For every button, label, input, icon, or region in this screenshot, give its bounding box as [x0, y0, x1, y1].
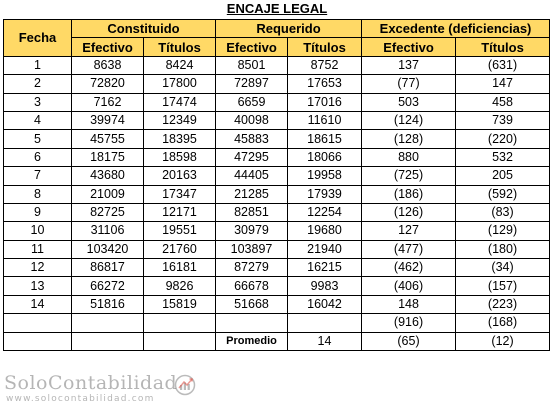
cell-constituido-titulos: 20163 [144, 167, 216, 185]
cell-excedente-titulos: 205 [456, 167, 550, 185]
watermark-logo [4, 372, 204, 406]
cell-constituido-titulos: 17474 [144, 93, 216, 111]
cell-excedente-efectivo: 503 [362, 93, 456, 111]
cell-requerido-efectivo: 66678 [216, 277, 288, 295]
header-excedente-efectivo: Efectivo [362, 38, 456, 56]
cell-requerido-efectivo: 6659 [216, 93, 288, 111]
promedio-empty-cell [144, 332, 216, 350]
cell-fecha: 9 [4, 203, 72, 221]
table-row [4, 75, 550, 93]
cell-excedente-titulos: 739 [456, 111, 550, 129]
table-row [4, 240, 550, 258]
cell-fecha: 10 [4, 222, 72, 240]
totals-empty-cell [4, 314, 72, 332]
cell-constituido-titulos: 15819 [144, 295, 216, 313]
cell-fecha: 13 [4, 277, 72, 295]
cell-requerido-titulos: 8752 [288, 56, 362, 74]
cell-fecha: 5 [4, 130, 72, 148]
cell-excedente-efectivo: (477) [362, 240, 456, 258]
cell-requerido-efectivo: 45883 [216, 130, 288, 148]
cell-requerido-titulos: 17939 [288, 185, 362, 203]
cell-constituido-efectivo: 66272 [72, 277, 144, 295]
totals-titulos: (168) [456, 314, 550, 332]
header-row-sub [4, 38, 550, 56]
cell-requerido-efectivo: 51668 [216, 295, 288, 313]
cell-requerido-efectivo: 47295 [216, 148, 288, 166]
header-requerido-efectivo: Efectivo [216, 38, 288, 56]
cell-requerido-titulos: 21940 [288, 240, 362, 258]
cell-excedente-titulos: (129) [456, 222, 550, 240]
cell-requerido-efectivo: 87279 [216, 259, 288, 277]
cell-constituido-titulos: 16181 [144, 259, 216, 277]
header-requerido-titulos: Títulos [288, 38, 362, 56]
cell-excedente-titulos: 147 [456, 75, 550, 93]
table-row [4, 130, 550, 148]
cell-excedente-efectivo: (725) [362, 167, 456, 185]
cell-constituido-efectivo: 82725 [72, 203, 144, 221]
cell-constituido-titulos: 21760 [144, 240, 216, 258]
cell-requerido-efectivo: 8501 [216, 56, 288, 74]
header-row-groups [4, 20, 550, 38]
cell-requerido-titulos: 18066 [288, 148, 362, 166]
totals-empty-cell [288, 314, 362, 332]
header-constituido-titulos: Títulos [144, 38, 216, 56]
cell-constituido-efectivo: 18175 [72, 148, 144, 166]
cell-fecha: 8 [4, 185, 72, 203]
promedio-row [4, 332, 550, 350]
cell-excedente-titulos: (220) [456, 130, 550, 148]
totals-empty-cell [216, 314, 288, 332]
cell-fecha: 4 [4, 111, 72, 129]
cell-excedente-titulos: (223) [456, 295, 550, 313]
page-title [0, 0, 554, 17]
watermark-brand-plain: Solo [4, 372, 48, 394]
promedio-value: 14 [288, 332, 362, 350]
cell-requerido-efectivo: 103897 [216, 240, 288, 258]
cell-requerido-titulos: 16042 [288, 295, 362, 313]
totals-empty-cell [72, 314, 144, 332]
table-row [4, 203, 550, 221]
encaje-legal-table [3, 19, 550, 351]
table-row [4, 111, 550, 129]
cell-constituido-efectivo: 51816 [72, 295, 144, 313]
cell-excedente-titulos: (34) [456, 259, 550, 277]
cell-fecha: 3 [4, 93, 72, 111]
cell-fecha: 14 [4, 295, 72, 313]
watermark-url: www.solocontabilidad.com [6, 394, 155, 404]
cell-requerido-titulos: 9983 [288, 277, 362, 295]
cell-constituido-titulos: 12349 [144, 111, 216, 129]
cell-constituido-efectivo: 39974 [72, 111, 144, 129]
cell-requerido-titulos: 19680 [288, 222, 362, 240]
cell-constituido-efectivo: 43680 [72, 167, 144, 185]
header-constituido: Constituido [72, 20, 216, 38]
cell-excedente-titulos: (631) [456, 56, 550, 74]
cell-excedente-titulos: (83) [456, 203, 550, 221]
cell-constituido-titulos: 19551 [144, 222, 216, 240]
cell-requerido-efectivo: 82851 [216, 203, 288, 221]
cell-requerido-titulos: 11610 [288, 111, 362, 129]
table-row [4, 167, 550, 185]
cell-excedente-efectivo: (126) [362, 203, 456, 221]
cell-requerido-efectivo: 21285 [216, 185, 288, 203]
header-constituido-efectivo: Efectivo [72, 38, 144, 56]
cell-constituido-titulos: 8424 [144, 56, 216, 74]
watermark-brand-colored: Contabilidad [47, 372, 178, 394]
cell-excedente-efectivo: (128) [362, 130, 456, 148]
table-header [4, 20, 550, 57]
cell-excedente-titulos: 532 [456, 148, 550, 166]
cell-excedente-efectivo: 137 [362, 56, 456, 74]
watermark-brand [4, 372, 177, 394]
cell-constituido-efectivo: 8638 [72, 56, 144, 74]
table-row [4, 56, 550, 74]
cell-constituido-titulos: 9826 [144, 277, 216, 295]
cell-requerido-titulos: 18615 [288, 130, 362, 148]
cell-excedente-titulos: (180) [456, 240, 550, 258]
cell-constituido-efectivo: 31106 [72, 222, 144, 240]
title-text: ENCAJE LEGAL [226, 1, 328, 16]
table-row [4, 222, 550, 240]
header-fecha: Fecha [4, 20, 72, 57]
cell-excedente-titulos: (157) [456, 277, 550, 295]
totals-efectivo: (916) [362, 314, 456, 332]
cell-excedente-efectivo: (124) [362, 111, 456, 129]
table-body [4, 56, 550, 350]
header-excedente: Excedente (deficiencias) [362, 20, 550, 38]
cell-constituido-titulos: 17347 [144, 185, 216, 203]
cell-fecha: 11 [4, 240, 72, 258]
cell-excedente-efectivo: (186) [362, 185, 456, 203]
cell-excedente-efectivo: (406) [362, 277, 456, 295]
table-row [4, 93, 550, 111]
table-row [4, 148, 550, 166]
cell-constituido-efectivo: 72820 [72, 75, 144, 93]
promedio-efectivo: (65) [362, 332, 456, 350]
promedio-titulos: (12) [456, 332, 550, 350]
cell-fecha: 6 [4, 148, 72, 166]
cell-excedente-efectivo: (77) [362, 75, 456, 93]
cell-requerido-titulos: 17653 [288, 75, 362, 93]
cell-excedente-efectivo: (462) [362, 259, 456, 277]
cell-constituido-titulos: 12171 [144, 203, 216, 221]
cell-constituido-titulos: 18598 [144, 148, 216, 166]
promedio-empty-cell [4, 332, 72, 350]
cell-fecha: 7 [4, 167, 72, 185]
cell-constituido-efectivo: 21009 [72, 185, 144, 203]
cell-requerido-titulos: 16215 [288, 259, 362, 277]
cell-constituido-efectivo: 103420 [72, 240, 144, 258]
cell-requerido-titulos: 17016 [288, 93, 362, 111]
totals-empty-cell [144, 314, 216, 332]
table-row [4, 277, 550, 295]
cell-fecha: 1 [4, 56, 72, 74]
cell-fecha: 12 [4, 259, 72, 277]
cell-constituido-efectivo: 7162 [72, 93, 144, 111]
cell-excedente-efectivo: 880 [362, 148, 456, 166]
cell-constituido-titulos: 17800 [144, 75, 216, 93]
cell-requerido-efectivo: 44405 [216, 167, 288, 185]
header-excedente-titulos: Títulos [456, 38, 550, 56]
table-row [4, 259, 550, 277]
cell-requerido-efectivo: 40098 [216, 111, 288, 129]
promedio-label: Promedio [216, 332, 288, 350]
cell-excedente-efectivo: 127 [362, 222, 456, 240]
cell-requerido-titulos: 19958 [288, 167, 362, 185]
cell-requerido-efectivo: 72897 [216, 75, 288, 93]
table-row [4, 295, 550, 313]
cell-requerido-efectivo: 30979 [216, 222, 288, 240]
table-row [4, 185, 550, 203]
cell-constituido-efectivo: 86817 [72, 259, 144, 277]
cell-constituido-efectivo: 45755 [72, 130, 144, 148]
promedio-empty-cell [72, 332, 144, 350]
cell-fecha: 2 [4, 75, 72, 93]
totals-row [4, 314, 550, 332]
chart-arrow-icon [174, 374, 196, 396]
cell-constituido-titulos: 18395 [144, 130, 216, 148]
cell-requerido-titulos: 12254 [288, 203, 362, 221]
header-requerido: Requerido [216, 20, 362, 38]
cell-excedente-efectivo: 148 [362, 295, 456, 313]
cell-excedente-titulos: 458 [456, 93, 550, 111]
cell-excedente-titulos: (592) [456, 185, 550, 203]
